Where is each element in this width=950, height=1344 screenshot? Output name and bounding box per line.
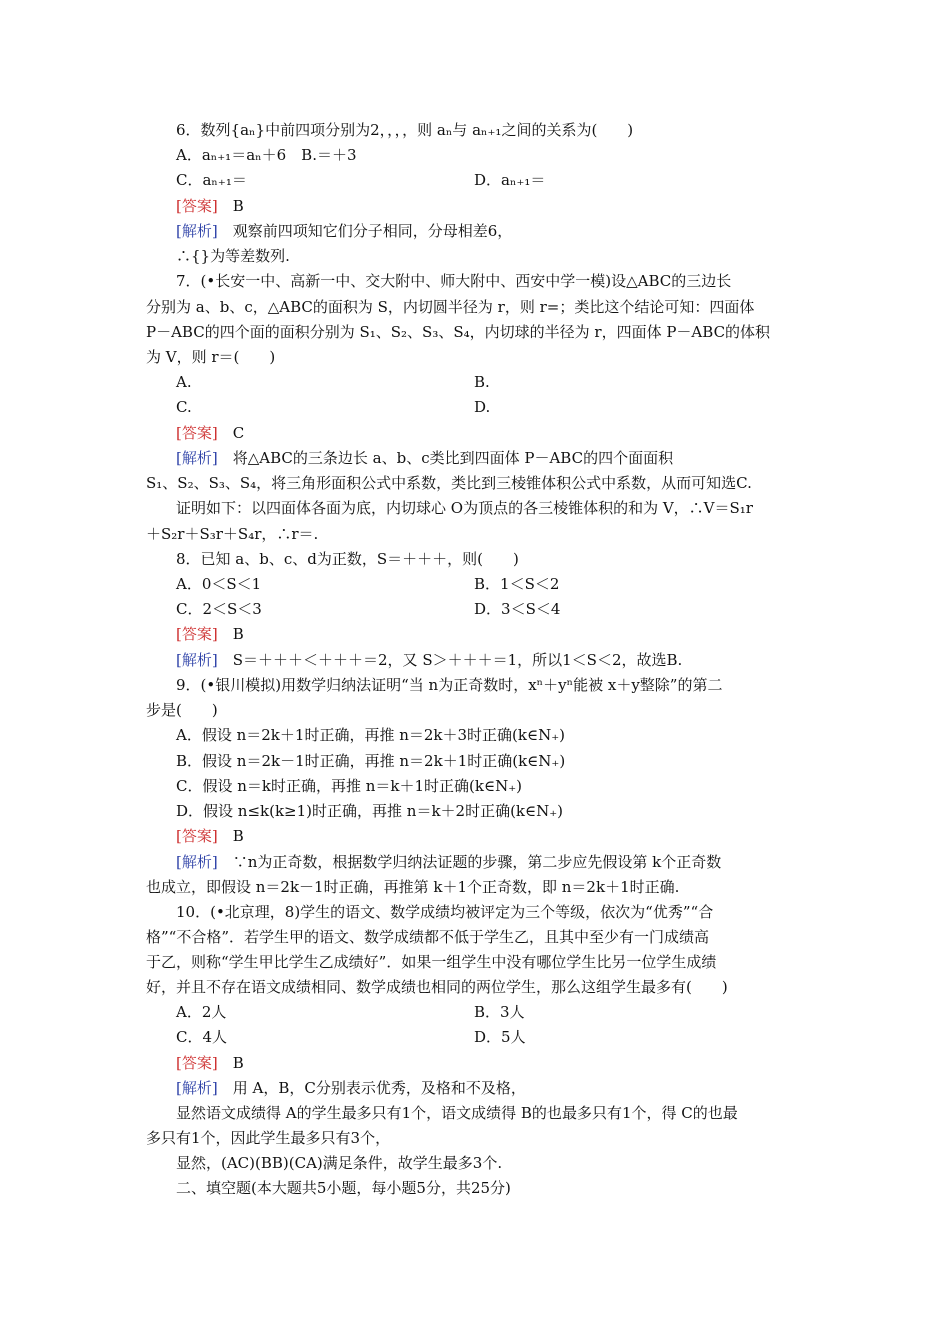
q8-option-d: D．3＜S＜4 [474, 600, 561, 618]
q7-option-c: C. [176, 398, 192, 416]
q9-line1: 9．(•银川模拟)用数学归纳法证明“当 n为正奇数时，xⁿ＋yⁿ能被 x＋y整除”的第二 [176, 676, 723, 694]
q9-option-b: B．假设 n＝2k－1时正确，再推 n＝2k＋1时正确(k∈N₊) [176, 752, 566, 770]
q6-answer-row [176, 196, 244, 216]
analysis-text: 用 A，B，C分别表示优秀，及格和不及格， [232, 1079, 526, 1097]
q9-option-a: A．假设 n＝2k＋1时正确，再推 n＝2k＋3时正确(k∈N₊) [176, 726, 565, 744]
q7-line1: 7．(•长安一中、高新一中、交大附中、师大附中、西安中学一模)设△ABC的三边长 [176, 272, 732, 290]
q9-analysis-line2: 也成立，即假设 n＝2k－1时正确，再推第 k＋1个正奇数，即 n＝2k＋1时正确. [146, 878, 680, 896]
q10-line1: 10．(•北京理，8)学生的语文、数学成绩均被评定为三个等级，依次为“优秀”“合 [176, 903, 714, 921]
q8-answer-row [176, 624, 244, 644]
q6-stem: 6．数列{aₙ}中前四项分别为2，，，，则 aₙ与 aₙ₊₁之间的关系为( ) [176, 121, 634, 139]
analysis-text: 将△ABC的三条边长 a、b、c类比到四面体 P－ABC的四个面面积 [232, 449, 674, 467]
q10-line4: 好，并且不存在语文成绩相同、数学成绩也相同的两位学生，那么这组学生最多有( ) [146, 978, 728, 996]
answer-value: B [232, 1054, 244, 1072]
q10-line3: 于乙，则称“学生甲比学生乙成绩好”．如果一组学生中没有哪位学生比另一位学生成绩 [146, 953, 717, 971]
analysis-text: ∵n为正奇数，根据数学归纳法证题的步骤，第二步应先假设第 k个正奇数 [232, 853, 722, 871]
answer-tag: [答案] [176, 625, 218, 643]
answer-value: B [232, 625, 244, 643]
analysis-text: 观察前四项知它们分子相同，分母相差6， [232, 222, 513, 240]
q10-option-a: A．2人 [176, 1003, 227, 1021]
analysis-tag: [解析] [176, 1079, 218, 1097]
q10-analysis-line2: 显然语文成绩得 A的学生最多只有1个，语文成绩得 B的也最多只有1个，得 C的也最 [176, 1104, 738, 1122]
analysis-tag: [解析] [176, 222, 218, 240]
analysis-tag: [解析] [176, 449, 218, 467]
answer-value: C [232, 424, 245, 442]
analysis-tag: [解析] [176, 651, 218, 669]
q10-answer-row [176, 1053, 244, 1073]
answer-tag: [答案] [176, 1054, 218, 1072]
q7-line4: 为 V，则 r＝( ) [146, 348, 276, 366]
q7-proof-line2: ＋S₂r＋S₃r＋S₄r，∴r＝. [146, 525, 319, 543]
q9-line2: 步是( ) [146, 701, 218, 719]
q6-option-c: C．aₙ₊₁＝ [176, 171, 247, 189]
q8-option-c: C．2＜S＜3 [176, 600, 262, 618]
q6-option-d: D．aₙ₊₁＝ [474, 171, 546, 189]
q7-option-d: D. [474, 398, 491, 416]
q7-proof-line1: 证明如下：以四面体各面为底，内切球心 O为顶点的各三棱锥体积的和为 V，∴V＝S₁r [176, 499, 753, 517]
q8-option-b: B．1＜S＜2 [474, 575, 560, 593]
q6-analysis-row [176, 221, 512, 241]
q10-option-d: D．5人 [474, 1028, 526, 1046]
q9-option-d: D．假设 n≤k(k≥1)时正确，再推 n＝k＋2时正确(k∈N₊) [176, 802, 564, 820]
q7-answer-row [176, 423, 244, 443]
q8-option-a: A．0＜S＜1 [176, 575, 262, 593]
q9-analysis-row [176, 852, 721, 872]
answer-tag: [答案] [176, 197, 218, 215]
q8-stem: 8．已知 a、b、c、d为正数，S＝＋＋＋，则( ) [176, 550, 519, 568]
q8-analysis-row [176, 650, 682, 670]
answer-value: B [232, 197, 244, 215]
q6-analysis-line2: ∴{}为等差数列. [176, 247, 290, 265]
q7-option-b: B. [474, 373, 490, 391]
q9-option-c: C．假设 n＝k时正确，再推 n＝k＋1时正确(k∈N₊) [176, 777, 522, 795]
q7-analysis-line2: S₁、S₂、S₃、S₄，将三角形面积公式中系数，类比到三棱锥体积公式中系数，从而可知选C. [146, 474, 752, 492]
q10-analysis-line4: 显然，(AC)(BB)(CA)满足条件，故学生最多3个. [176, 1154, 503, 1172]
q7-line3: P－ABC的四个面的面积分别为 S₁、S₂、S₃、S₄，内切球的半径为 r，四面体 P－ABC的体积 [146, 323, 771, 341]
q7-analysis-row [176, 448, 673, 468]
answer-tag: [答案] [176, 424, 218, 442]
answer-tag: [答案] [176, 827, 218, 845]
q10-analysis-row [176, 1078, 526, 1098]
q10-option-c: C．4人 [176, 1028, 228, 1046]
q6-option-a-b: A．aₙ₊₁＝aₙ＋6 B.＝＋3 [176, 146, 357, 164]
q9-answer-row [176, 826, 244, 846]
q10-option-b: B．3人 [474, 1003, 525, 1021]
analysis-tag: [解析] [176, 853, 218, 871]
analysis-text: S＝＋＋＋＜＋＋＋＝2，又 S＞＋＋＋＝1，所以1＜S＜2，故选B. [232, 651, 683, 669]
q10-line2: 格”“不合格”．若学生甲的语文、数学成绩都不低于学生乙，且其中至少有一门成绩高 [146, 928, 710, 946]
section-heading-fill-in: 二、填空题(本大题共5小题，每小题5分，共25分) [176, 1179, 511, 1197]
q7-option-a: A. [176, 373, 192, 391]
q7-line2: 分别为 a、b、c，△ABC的面积为 S，内切圆半径为 r，则 r=；类比这个结论可知：四面体 [146, 298, 755, 316]
q10-analysis-line3: 多只有1个，因此学生最多只有3个， [146, 1129, 391, 1147]
answer-value: B [232, 827, 244, 845]
